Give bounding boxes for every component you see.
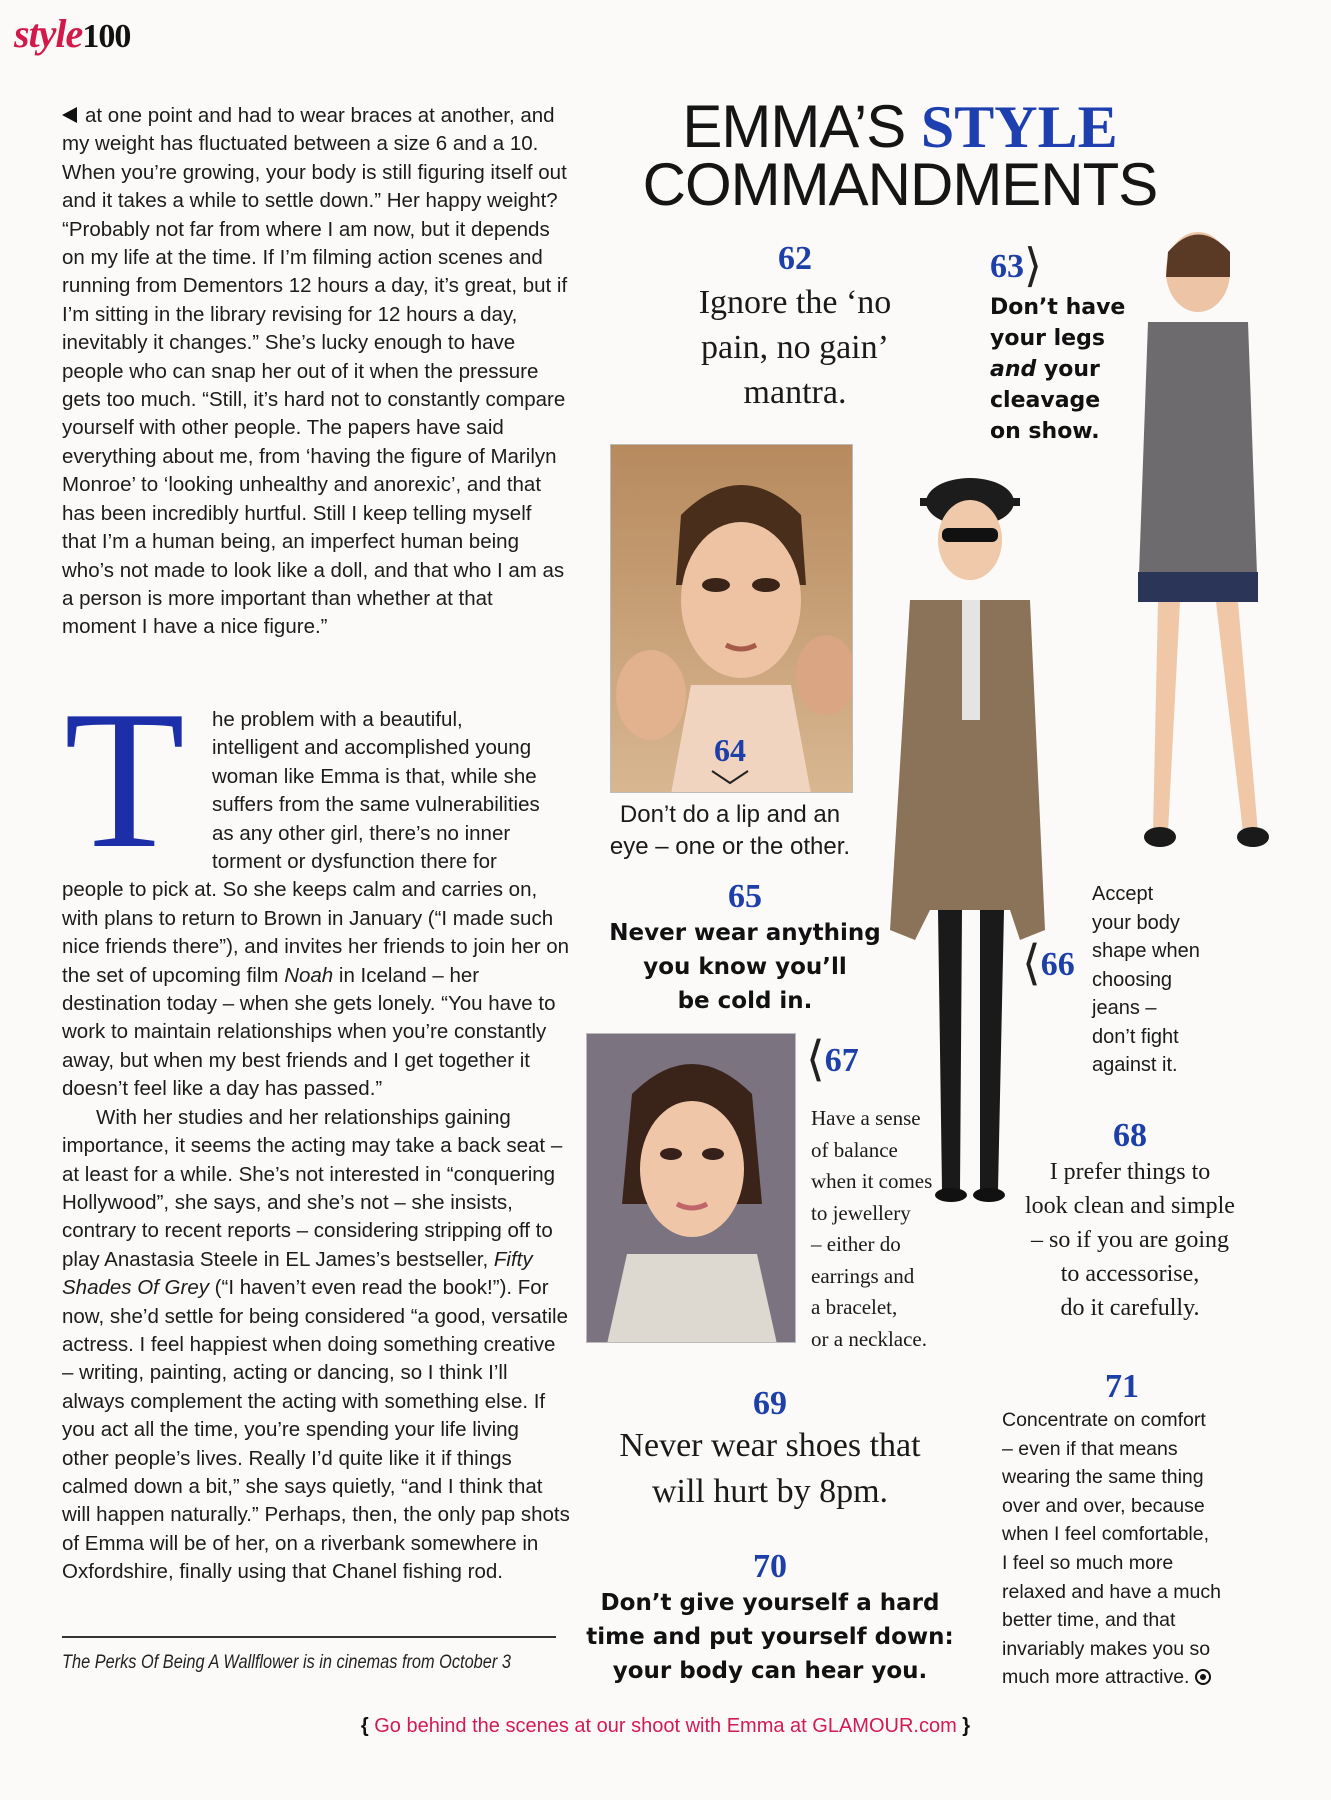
- tip-number: 69: [753, 1385, 787, 1422]
- chevron-left-icon: ⟨: [1022, 937, 1041, 990]
- tip-70: 70 Don’t give yourself a hard time and put yourself down: your body can hear you.: [570, 1548, 970, 1688]
- photo-trench-coat-full-length: [870, 470, 1060, 1210]
- tip-number: 62: [778, 240, 812, 277]
- tip-65: 65 Never wear anything you know you’ll be cold in.: [595, 878, 895, 1018]
- footer-promo: { Go behind the scenes at our shoot with Emma at GLAMOUR.com }: [360, 1715, 971, 1737]
- tip-67-number: ⟨67: [806, 1033, 859, 1086]
- tip-number: 64: [714, 732, 746, 768]
- tip-66: Accept your body shape when choosing jeans – don’t fight against it.: [1092, 883, 1200, 1076]
- film-caption: The Perks Of Being A Wallflower is in cinemas from October 3: [62, 1652, 511, 1673]
- chevron-right-icon: ⟩: [1024, 240, 1042, 291]
- end-mark-icon: [1195, 1669, 1211, 1685]
- feature-title: EMMA’S STYLE COMMANDMENTS: [642, 93, 1158, 218]
- caption-divider: [62, 1636, 556, 1638]
- tip-number: 65: [728, 878, 762, 915]
- logo-issue: 100: [82, 18, 131, 55]
- logo-brand: style: [14, 11, 83, 56]
- photo-portrait-smiling: [586, 1033, 796, 1343]
- magazine-logo: [14, 10, 130, 57]
- tip-68: 68 I prefer things to look clean and simple – so if you are going to accessorise, do it carefully.: [1010, 1117, 1250, 1325]
- tip-number: 70: [753, 1548, 787, 1585]
- article-paragraph-2: he problem with a beautiful, intelligent and accomplished young woman like Emma is that, while she suffers from the same vulnerabilities as any other girl, there’s no inner torment or dysfunction there for people to pick at. So she keeps calm and carries on, with plans to return to Brown in January (“I made such nice friends there”), and invites her friends to join her on the set of upcoming film Noah in Iceland – her destination today – when she gets lonely. “You have to work to maintain relationships when you’re constantly away, but when my best friends and I get together it doesn’t feel like a day has passed.” With her studies and her relationships gaining importance, it seems the acting may take a back seat – at least for a while. She’s not interested in “conquering Hollywood”, she says, and she’s not – she insists, contrary to recent reports – considering stripping off to play Anastasia Steele in EL James’s bestseller, Fifty Shades Of Grey (“I haven’t even read the book!”). For now, she’d settle for being considered “a good, versatile actress. I feel happiest when doing something creative – writing, painting, acting or dancing, so I think I’ll always complement the acting with something else. If you act all the time, you’re spending your life living other people’s lives. Really I’d quite like it if things calmed down a bit,” she says quietly, “and I think that will happen naturally.” Perhaps, then, the only pap shots of Emma will be of her, on a riverbank somewhere in Oxfordshire, finally using that Chanel fishing rod.: [62, 706, 570, 1587]
- tip-number: 71: [1105, 1368, 1139, 1405]
- tip-63: 63⟩ Don’t have your legs and your cleavage on show.: [990, 240, 1126, 444]
- tip-66-number: ⟨66: [1022, 937, 1075, 990]
- tip-number: 63: [990, 248, 1024, 285]
- chevron-left-icon: ⟨: [806, 1033, 825, 1086]
- tip-62: 62 Ignore the ‘no pain, no gain’ mantra.: [680, 240, 910, 415]
- article-paragraph-3: With her studies and her relationships gaining importance, it seems the acting may take a back seat – at least for a while. She’s not interested in “conquering Hollywood”, she says, and she’s not – she insists, contrary to recent reports – considering stripping off to play Anastasia Steele in EL James’s bestseller, Fifty Shades Of Grey (“I haven’t even read the book!”). For now, she’d settle for being considered “a good, versatile actress. I feel happiest when doing something creative – writing, painting, acting or dancing, so I think I’ll always complement the acting with something else. If you act all the time, you’re spending your life living other people’s lives. Really I’d quite like it if things calmed down a bit,” she says quietly, “and I think that will happen naturally.” Perhaps, then, the only pap shots of Emma will be of her, on a riverbank somewhere in Oxfordshire, finally using that Chanel fishing rod.: [62, 1105, 570, 1584]
- tip-69: 69 Never wear shoes that will hurt by 8pm.: [600, 1385, 940, 1515]
- tip-64: 64 Don’t do a lip and an eye – one or the other.: [595, 732, 865, 863]
- drop-cap: T: [64, 670, 185, 889]
- tip-71: 71 Concentrate on comfort – even if that means wearing the same thing over and over, because when I feel comfortable, I feel so much more relaxed and have a much better time, and that invariably makes you so much more attractive.: [1002, 1368, 1242, 1692]
- article-paragraph-1: at one point and had to wear braces at another, and my weight has fluctuated between a size 6 and a 10. When you’re growing, your body is still figuring itself out and it takes a while to settle down.” Her happy weight? “Probably not far from where I am now, but it depends on my life at the time. If I’m filming action scenes and running from Dementors 12 hours a day, it’s great, but if I’m sitting in the library revising for 12 hours a day, inevitably it changes.” She’s lucky enough to have people who can snap her out of it when the pressure gets too much. “Still, it’s hard not to constantly compare yourself with other people. The papers have said everything about me, from ‘having the figure of Marilyn Monroe’ to ‘looking unhealthy and anorexic’, and that has been incredibly hurtful. Still I keep telling myself that I’m a human being, an imperfect human being who’s not made to look like a doll, and that who I am as a person is more important than whether at that moment I have a nice figure.”: [62, 104, 568, 639]
- chevron-down-icon: [710, 769, 750, 785]
- footer-link[interactable]: Go behind the scenes at our shoot with Emma at GLAMOUR.com: [374, 1715, 957, 1737]
- tip-number: 68: [1113, 1117, 1147, 1154]
- continued-arrow-icon: [62, 107, 77, 123]
- tip-67: Have a sense of balance when it comes to jewellery – either do earrings and a bracelet, or a necklace.: [811, 1106, 933, 1351]
